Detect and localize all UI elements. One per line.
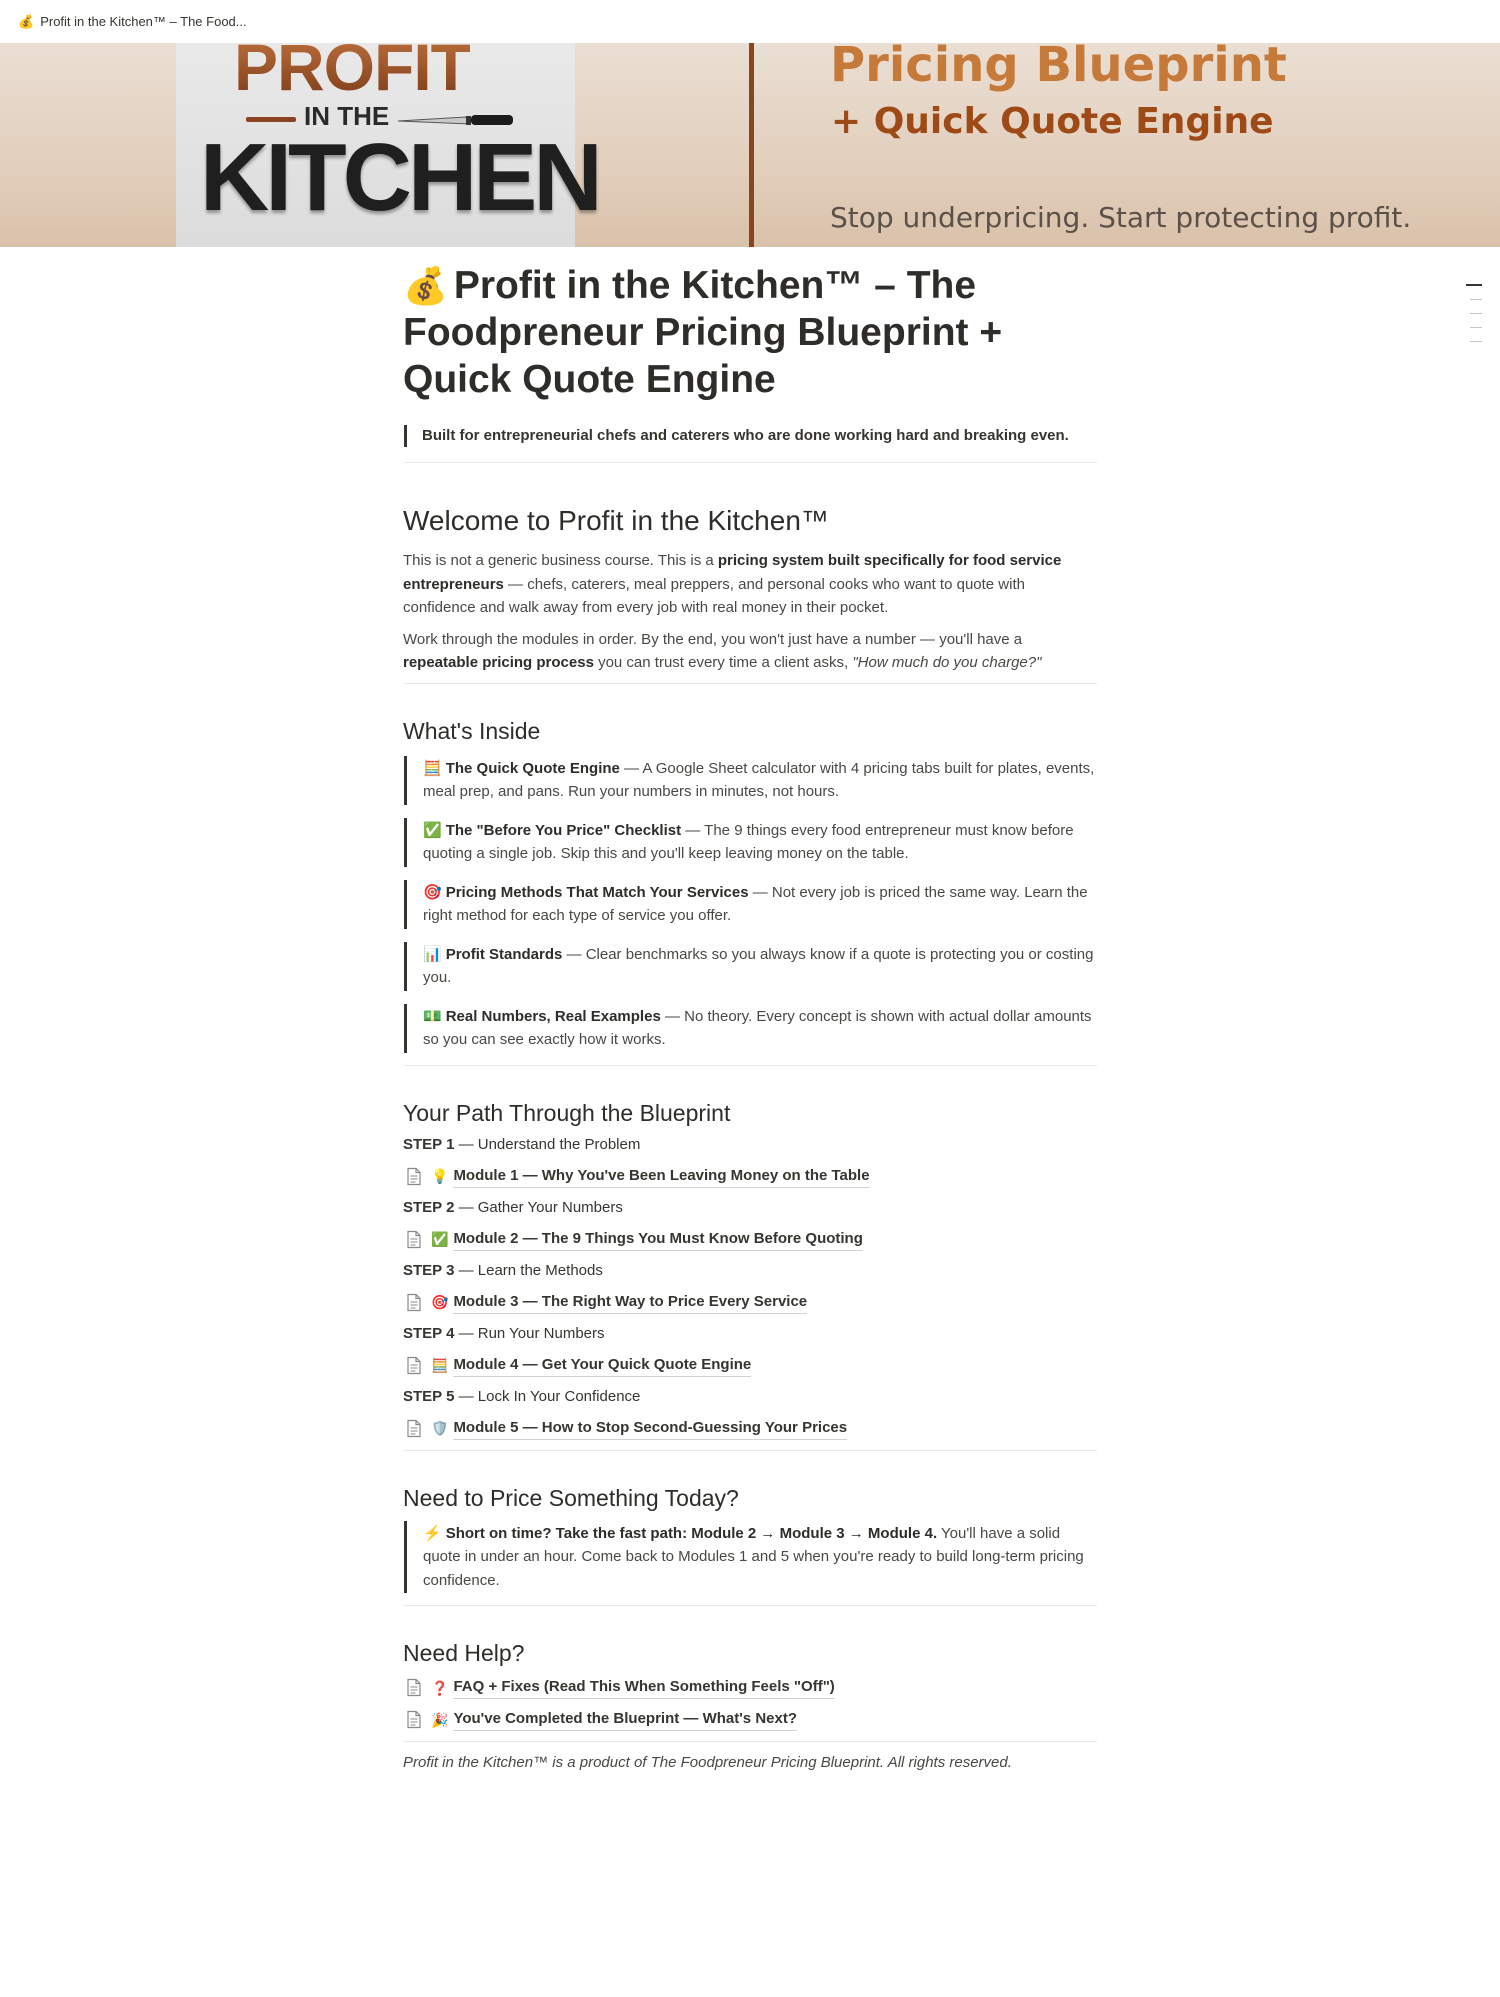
bold-text: pricing system built specifically for food service entrepreneurs [403, 552, 1062, 593]
page-icon [406, 1293, 422, 1312]
item-text: — A Google Sheet calculator with 4 pricing tabs built for plates, events, meal prep, and pans. Run your numbers in minutes, not hours. [423, 759, 1095, 800]
page-icon [406, 1167, 422, 1186]
welcome-paragraph-1 [403, 549, 1097, 620]
cover-divider [749, 43, 754, 247]
footer-note: Profit in the Kitchen™ is a product of The Foodpreneur Pricing Blueprint. All rights reserved. [403, 1754, 1012, 1771]
divider [404, 462, 1097, 463]
dollar-bill-icon: 💵 [423, 1007, 442, 1025]
text-run: This is not a generic business course. This is a [403, 552, 718, 569]
step-label [403, 1323, 1097, 1345]
step-label [403, 1386, 1097, 1408]
page-icon [406, 1230, 422, 1249]
step-number: STEP 2 [403, 1198, 455, 1216]
module-3-link[interactable] [403, 1291, 1097, 1314]
text-run: Work through the modules in order. By the end, you won't just have a number — you'll have a [403, 630, 1023, 648]
module-5-link[interactable] [403, 1417, 1097, 1440]
step-title: — Gather Your Numbers [454, 1198, 623, 1216]
abacus-icon: 🧮 [423, 759, 442, 777]
module-link-text[interactable]: Module 5 — How to Stop Second-Guessing Your Prices [453, 1417, 847, 1440]
item-text: — No theory. Every concept is shown with actual dollar amounts so you can see exactly how it works. [423, 1007, 1092, 1048]
step-label [403, 1260, 1097, 1282]
page-icon [406, 1678, 422, 1697]
step-number: STEP 4 [403, 1324, 455, 1342]
text-run: — chefs, caterers, meal preppers, and personal cooks who want to quote with confidence and walk away from every job with real money in their pocket. [403, 575, 1025, 616]
toc-marker[interactable] [1466, 284, 1482, 286]
step-title: — Run Your Numbers [454, 1324, 605, 1342]
check-mark-icon: ✅ [423, 821, 442, 839]
divider [404, 1450, 1097, 1451]
help-heading: Need Help? [403, 1640, 525, 1666]
toc-marker[interactable] [1470, 299, 1482, 300]
money-bag-icon[interactable]: 💰 [403, 265, 448, 306]
completed-link-text[interactable]: You've Completed the Blueprint — What's Next? [453, 1708, 797, 1731]
money-bag-icon: 💰 [18, 13, 35, 29]
path-heading: Your Path Through the Blueprint [403, 1099, 731, 1126]
abacus-icon: 🧮 [431, 1357, 449, 1373]
table-of-contents-minimap[interactable] [1466, 284, 1482, 355]
item-text: — Clear benchmarks so you always know if a quote is protecting you or costing you. [423, 945, 1094, 986]
fast-path-bold: Short on time? Take the fast path: Module 2 → Module 3 → Module 4. [445, 1524, 938, 1542]
cover-title: Pricing Blueprint [830, 43, 1287, 93]
step-title: — Understand the Problem [454, 1135, 641, 1153]
lightning-icon: ⚡ [423, 1524, 442, 1542]
target-icon: 🎯 [423, 883, 442, 901]
step-label [403, 1134, 1097, 1156]
step-title: — Lock In Your Confidence [454, 1387, 641, 1405]
cover-tagline: Stop underpricing. Start protecting profit. [830, 201, 1412, 234]
cover-subtitle: + Quick Quote Engine [831, 101, 1274, 142]
toc-marker[interactable] [1470, 341, 1482, 342]
bar-chart-icon: 📊 [423, 945, 442, 963]
module-link-text[interactable]: Module 1 — Why You've Been Leaving Money on the Table [453, 1165, 869, 1188]
logo [176, 43, 599, 247]
shield-icon: 🛡️ [431, 1420, 449, 1436]
inside-item-real-examples [404, 1004, 1097, 1053]
page-title-text: Profit in the Kitchen™ – The Foodpreneur Pricing Blueprint + Quick Quote Engine [403, 264, 1003, 401]
completed-link[interactable] [403, 1708, 1097, 1731]
logo-word-kitchen: KITCHEN [200, 124, 599, 231]
item-title: Profit Standards [445, 945, 563, 963]
item-title: The Quick Quote Engine [445, 759, 620, 777]
browser-tab[interactable] [0, 0, 1500, 43]
module-1-link[interactable] [403, 1165, 1097, 1188]
whats-inside-list [403, 756, 1097, 1053]
step-number: STEP 1 [403, 1135, 455, 1153]
module-link-text[interactable]: Module 4 — Get Your Quick Quote Engine [453, 1354, 751, 1377]
module-link-text[interactable]: Module 3 — The Right Way to Price Every Service [453, 1291, 807, 1314]
path-steps [403, 1134, 1097, 1440]
divider [404, 1065, 1097, 1066]
item-text: — Not every job is priced the same way. Learn the right method for each type of service you offer. [423, 883, 1088, 924]
page-icon [406, 1710, 422, 1729]
page-icon [406, 1356, 422, 1375]
module-2-link[interactable] [403, 1228, 1097, 1251]
whats-inside-heading: What's Inside [403, 717, 541, 744]
divider [404, 1741, 1097, 1742]
step-number: STEP 5 [403, 1387, 455, 1405]
logo-rule [246, 117, 296, 122]
fast-path-text: You'll have a solid quote in under an hour. Come back to Modules 1 and 5 when you're ready to build long-term pricing confidence. [423, 1524, 1084, 1589]
question-mark-icon: ❓ [431, 1679, 449, 1696]
inside-item-quick-quote-engine [404, 756, 1097, 805]
faq-link[interactable] [403, 1676, 1097, 1699]
item-title: The "Before You Price" Checklist [445, 821, 682, 839]
light-bulb-icon: 💡 [431, 1168, 449, 1184]
page-title[interactable] [403, 262, 1097, 403]
inside-item-profit-standards [404, 942, 1097, 991]
welcome-heading: Welcome to Profit in the Kitchen™ [403, 505, 829, 536]
faq-link-text[interactable]: FAQ + Fixes (Read This When Something Feels "Off") [453, 1676, 834, 1699]
item-title: Pricing Methods That Match Your Services [445, 883, 749, 901]
welcome-paragraph-2 [403, 628, 1097, 675]
target-icon: 🎯 [431, 1294, 449, 1310]
toc-marker[interactable] [1470, 313, 1482, 314]
step-title: — Learn the Methods [454, 1261, 603, 1279]
tab-title: Profit in the Kitchen™ – The Food... [40, 14, 247, 29]
step-number: STEP 3 [403, 1261, 455, 1279]
lead-quote: Built for entrepreneurial chefs and caterers who are done working hard and breaking even. [404, 425, 1097, 447]
toc-marker[interactable] [1470, 327, 1482, 328]
logo-word-profit: PROFIT [234, 43, 470, 105]
step-label [403, 1197, 1097, 1219]
module-4-link[interactable] [403, 1354, 1097, 1377]
divider [404, 1605, 1097, 1606]
inside-item-checklist [404, 818, 1097, 867]
text-run: you can trust every time a client asks, [593, 654, 853, 671]
party-popper-icon: 🎉 [431, 1711, 449, 1728]
price-today-heading: Need to Price Something Today? [403, 1484, 739, 1511]
page-icon [406, 1419, 422, 1438]
logo-word-in-the: IN THE [304, 101, 390, 131]
divider [404, 683, 1097, 684]
page-cover [0, 43, 1500, 247]
page-content [403, 262, 1097, 1771]
module-link-text[interactable]: Module 2 — The 9 Things You Must Know Before Quoting [453, 1228, 862, 1251]
bold-text: repeatable pricing process [403, 654, 594, 671]
check-mark-icon: ✅ [431, 1231, 449, 1247]
fast-path-callout [404, 1521, 1097, 1594]
item-text: — The 9 things every food entrepreneur must know before quoting a single job. Skip this and you'll keep leaving money on the table. [423, 821, 1074, 862]
italic-text: "How much do you charge?" [852, 654, 1042, 671]
item-title: Real Numbers, Real Examples [445, 1007, 661, 1025]
inside-item-pricing-methods [404, 880, 1097, 929]
